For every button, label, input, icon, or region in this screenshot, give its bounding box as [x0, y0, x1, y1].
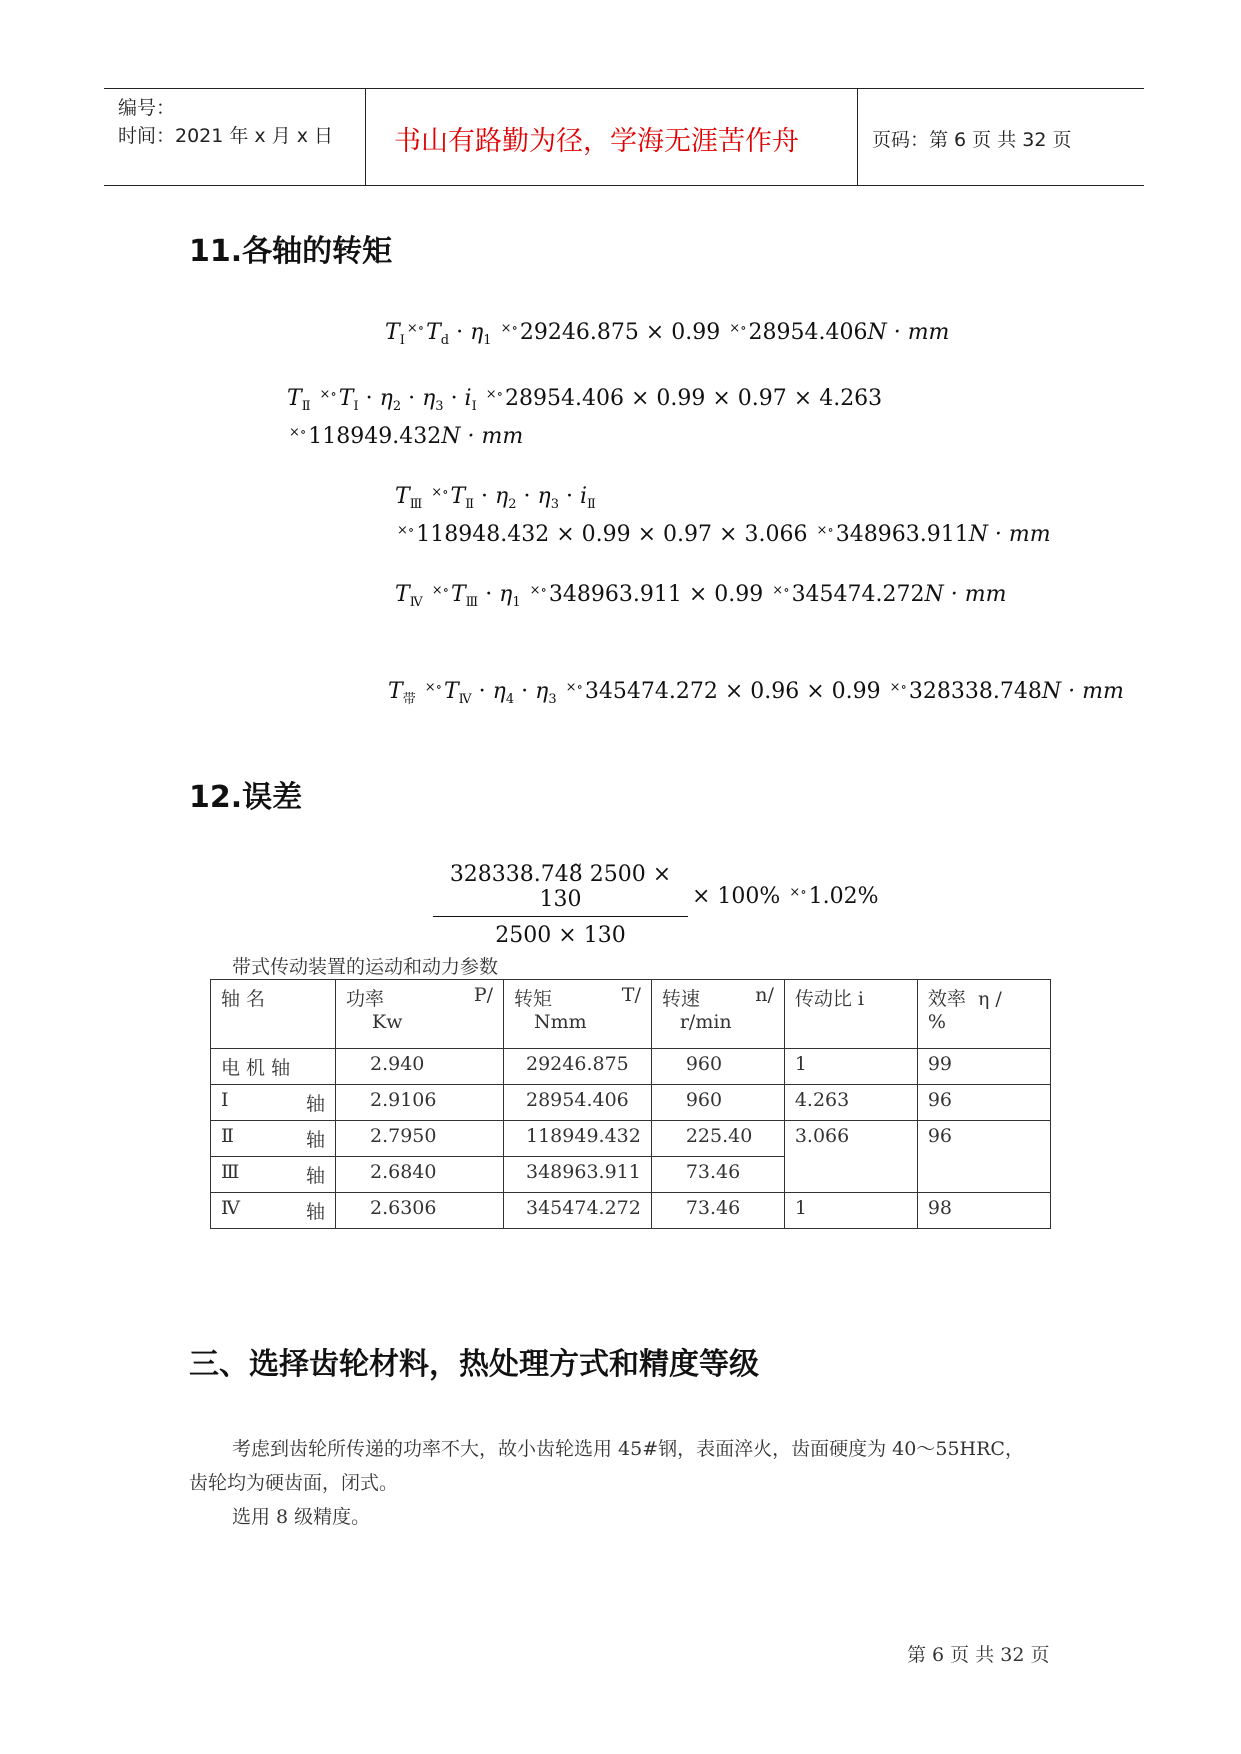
- header-divider: [365, 89, 366, 185]
- unit: N · mm: [924, 582, 1007, 607]
- formula-t3: $T_Ⅲ$ $^{\times\circ}T_Ⅱ \cdot \eta_2 \cdot \eta_3 \cdot i_Ⅱ$: [395, 484, 596, 512]
- section-title-gear: 三、选择齿轮材料，热处理方式和精度等级: [189, 1347, 759, 1382]
- header-shaft: 轴 名: [211, 980, 336, 1049]
- formula-t3-result: ×∘118948.432 × 0.99 × 0.97 × 3.066 ×∘348963.911N · mm: [397, 522, 1051, 547]
- t4-rhs: 348963.911 × 0.99: [548, 582, 764, 607]
- tbelt-rhs: 345474.272 × 0.96 × 0.99: [584, 679, 881, 704]
- table-row: Ⅰ 轴 2.9106 28954.406 960 4.263 96: [211, 1085, 1051, 1121]
- unit: N · mm: [1041, 679, 1124, 704]
- row-name: Ⅳ 轴: [211, 1193, 336, 1229]
- row-name: 电 机 轴: [211, 1049, 336, 1085]
- t2-result: 118949.432: [308, 424, 442, 449]
- error-factor: × 100%: [692, 884, 781, 909]
- table-row: Ⅲ 轴 2.6840 348963.911 73.46: [211, 1157, 1051, 1193]
- error-fraction: [433, 862, 688, 948]
- t4-result: 345474.272: [791, 582, 925, 607]
- table-header-row: [211, 980, 1051, 1049]
- row-name: Ⅲ 轴: [211, 1157, 336, 1193]
- row-name: Ⅰ 轴: [211, 1085, 336, 1121]
- table-caption: 带式传动装置的运动和动力参数: [232, 956, 499, 978]
- t3-rhs: 118948.432 × 0.99 × 0.97 × 3.066: [416, 522, 808, 547]
- tbelt-result: 328338.748: [908, 679, 1042, 704]
- formula-t4: $T_Ⅳ$ $^{\times\circ}T_Ⅲ \cdot \eta_1$ ×∘348963.911 × 0.99 ×∘345474.272N · mm: [395, 582, 1007, 610]
- formula-t1: $T_Ⅰ^{\times\circ}T_d \cdot \eta_1$ ×∘29246.875 × 0.99 ×∘28954.406N · mm: [385, 320, 950, 348]
- parameter-table: [210, 979, 1051, 1229]
- header-efficiency: 效率 η / %: [917, 980, 1050, 1049]
- t1-result: 28954.406: [748, 320, 868, 345]
- unit: N · mm: [867, 320, 950, 345]
- formula-t2-result: ×∘118949.432N · mm: [289, 424, 524, 449]
- formula-t2: $T_Ⅱ$ $^{\times\circ}T_Ⅰ \cdot \eta_2 \cdot \eta_3 \cdot i_Ⅰ$ ×∘28954.406 × 0.99 × 0.97 × 4.263: [287, 386, 883, 414]
- header-divider: [857, 89, 858, 185]
- error-numerator: 328338.748̃ 2500 × 130: [433, 862, 688, 917]
- unit: N · mm: [968, 522, 1051, 547]
- header-power: 功率 P/ Kw: [336, 980, 504, 1049]
- serial-label: 编号：: [118, 97, 176, 119]
- body-paragraph: 齿轮均为硬齿面，闭式。: [189, 1472, 399, 1494]
- table-row: 电 机 轴 2.940 29246.875 960 1 99: [211, 1049, 1051, 1085]
- body-paragraph: 考虑到齿轮所传递的功率不大，故小齿轮选用 45#钢，表面淬火，齿面硬度为 40～55HRC，: [232, 1438, 1024, 1460]
- error-result: 1.02%: [808, 884, 879, 909]
- formula-tbelt: $T_带$ $^{\times\circ}T_Ⅳ \cdot \eta_4 \cdot \eta_3$ ×∘345474.272 × 0.96 × 0.99 ×∘328338.748N · mm: [388, 679, 1124, 707]
- motto: 书山有路勤为径，学海无涯苦作舟: [394, 126, 799, 157]
- error-denominator: 2500 × 130: [495, 923, 626, 948]
- section-title-torque: 11.各轴的转矩: [189, 234, 393, 269]
- t1-rhs: 29246.875 × 0.99: [519, 320, 721, 345]
- header-ratio: 传动比 i: [784, 980, 917, 1049]
- page-label: 页码：第 6 页 共 32 页: [872, 129, 1072, 151]
- row-name: Ⅱ 轴: [211, 1121, 336, 1157]
- table-row: Ⅱ 轴 2.7950 118949.432 225.40 3.066 96: [211, 1121, 1051, 1157]
- unit: N · mm: [441, 424, 524, 449]
- section-title-error: 12.误差: [189, 780, 303, 815]
- error-tail: × 100% ×∘1.02%: [692, 884, 879, 909]
- time-label: 时间：2021 年 x 月 x 日: [118, 125, 334, 147]
- page-footer: 第 6 页 共 32 页: [907, 1644, 1050, 1666]
- header-torque: 转矩 T/ Nmm: [504, 980, 652, 1049]
- body-paragraph: 选用 8 级精度。: [232, 1506, 371, 1528]
- t3-result: 348963.911: [835, 522, 969, 547]
- page-header: [104, 88, 1144, 186]
- header-speed: 转速 n/ r/min: [651, 980, 784, 1049]
- table-row: Ⅳ 轴 2.6306 345474.272 73.46 1 98: [211, 1193, 1051, 1229]
- t2-rhs: 28954.406 × 0.99 × 0.97 × 4.263: [505, 386, 883, 411]
